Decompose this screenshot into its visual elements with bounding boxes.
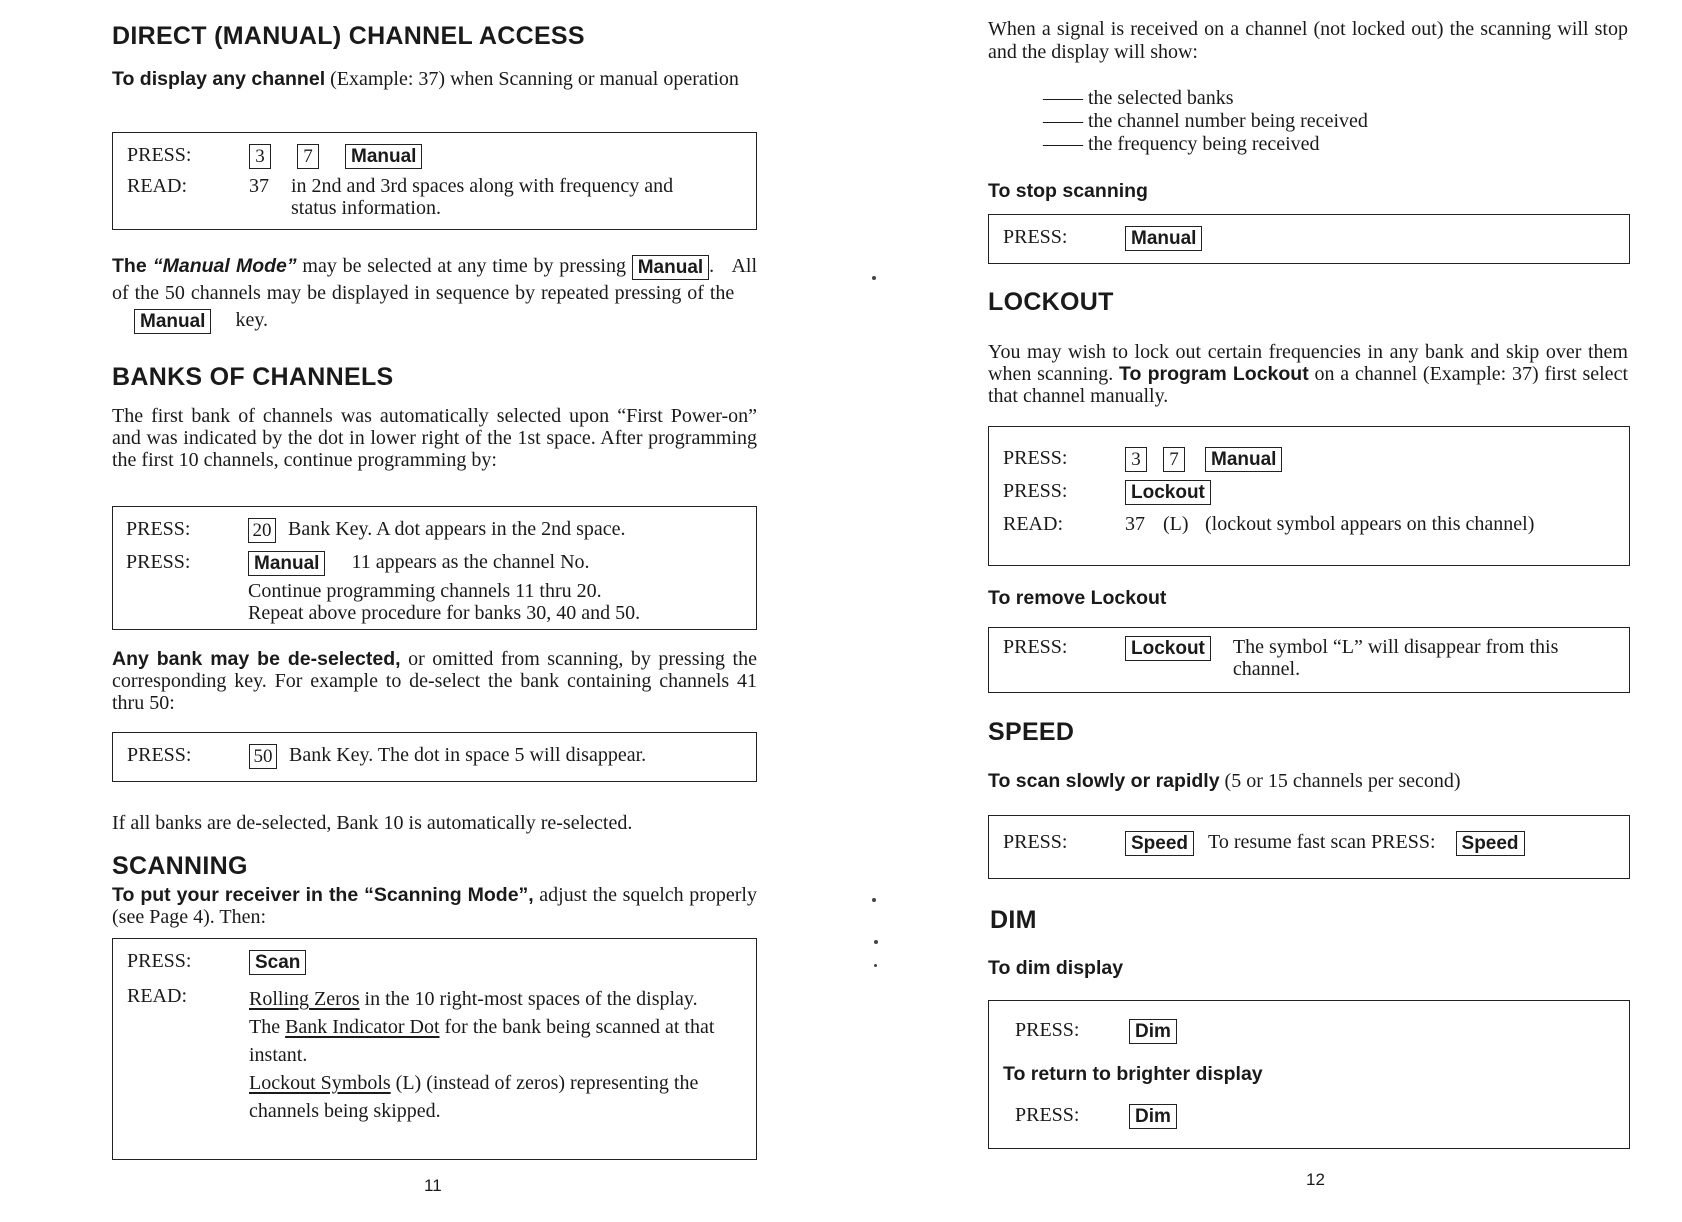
speed-box: PRESS: Speed To resume fast scan PRESS: Speed [988,815,1630,879]
page-number: 12 [1306,1170,1325,1189]
speed-key[interactable]: Speed [1125,831,1194,856]
key-20[interactable]: 20 [248,518,276,543]
read-row: READ: 37 in 2nd and 3rd spaces along with frequency and status information. [127,175,674,220]
lockout-key[interactable]: Lockout [1125,636,1211,661]
brighter-label: To return to brighter display [1003,1063,1263,1085]
deselect-paragraph: Any bank may be de-selected, or omitted from scanning, by pressing the corresponding key. For example to de-select the bank containing channels 41 thru 50: [112,648,757,714]
key-50[interactable]: 50 [249,744,277,769]
scanning-heading: SCANNING [112,852,248,880]
dim-key[interactable]: Dim [1129,1019,1177,1044]
remove-lockout-label: To remove Lockout [988,587,1167,609]
key-3[interactable]: 3 [249,144,271,169]
gutter-speck [874,940,878,944]
press-row-37: PRESS: 3 7 Manual [1003,447,1615,472]
dim-intro: To dim display [988,957,1124,979]
banks-heading: BANKS OF CHANNELS [112,363,394,391]
remove-lockout-box: PRESS: Lockout The symbol “L” will disappear from this channel. [988,627,1630,693]
list-item: —— the selected banks [1043,87,1234,109]
key-7[interactable]: 7 [297,144,319,169]
signal-list [1043,87,1368,156]
signal-intro: When a signal is received on a channel (not locked out) the scanning will stop and the display will show: [988,18,1628,63]
lockout-key[interactable]: Lockout [1125,480,1211,505]
scan-key[interactable]: Scan [249,950,306,975]
manual-key[interactable]: Manual [134,309,211,334]
gutter-speck [872,898,876,902]
press-row-scan: PRESS: Scan [127,950,742,975]
list-item: —— the channel number being received [1043,110,1368,132]
speed-key[interactable]: Speed [1456,831,1525,856]
direct-access-intro: To display any channel (Example: 37) when Scanning or manual operation [112,68,739,90]
dim-box [988,1000,1630,1149]
press-row-dim-2: PRESS: Dim [1015,1104,1615,1129]
deselect-box: PRESS: 50 Bank Key. The dot in space 5 will disappear. [112,732,757,782]
read-row-scan: READ: Rolling Zeros in the 10 right-most spaces of the display. The Bank Indicator Dot for the bank being scanned at that instant. Lockout Symbols (L) (instead of zeros) representing the channels being skipped. [127,985,715,1122]
manual-key[interactable]: Manual [1125,226,1202,251]
manual-mode-paragraph: The “Manual Mode” may be selected at any time by pressing Manual . All of the 50 channels may be displayed in sequence by repeated pressing of the Manual key. [112,255,758,332]
dim-heading: DIM [990,906,1037,934]
scanning-intro: To put your receiver in the “Scanning Mode”, adjust the squelch properly (see Page 4). Then: [112,884,757,928]
gutter-speck [874,964,877,967]
gutter-speck [872,276,876,280]
manual-key[interactable]: Manual [1205,447,1282,472]
press-row-20: PRESS: 20 Bank Key. A dot appears in the 2nd space. [126,518,626,541]
continue-text: Continue programming channels 11 thru 20. Repeat above procedure for banks 30, 40 and 50. [248,580,641,624]
banks-intro: The first bank of channels was automatically selected upon “First Power-on” and was indicated by the dot in lower right of the 1st space. After programming the first 10 channels, continue programming by: [112,405,757,471]
page-number: 11 [424,1176,442,1195]
list-item: —— the frequency being received [1043,133,1320,155]
scanning-box [112,938,757,1160]
lockout-box [988,426,1630,566]
banks-box [112,506,757,630]
manual-key[interactable]: Manual [345,144,422,169]
stop-scanning-label: To stop scanning [988,180,1148,202]
press-row-lockout: PRESS: Lockout [1003,480,1615,505]
speed-heading: SPEED [988,718,1075,746]
manual-key[interactable]: Manual [248,551,325,576]
key-3[interactable]: 3 [1125,447,1147,472]
read-row-lockout: READ: 37 (L) (lockout symbol appears on this channel) [1003,513,1535,535]
direct-access-heading: DIRECT (MANUAL) CHANNEL ACCESS [112,22,585,50]
direct-access-box [112,132,757,230]
press-row-dim: PRESS: Dim [1015,1019,1615,1044]
manual-key[interactable]: Manual [632,255,709,280]
press-row: PRESS: 3 7 Manual [127,144,742,169]
lockout-intro: You may wish to lock out certain frequencies in any bank and skip over them when scanning. To program Lockout on a channel (Example: 37) first select that channel manually. [988,341,1628,407]
lockout-heading: LOCKOUT [988,288,1114,316]
speed-intro: To scan slowly or rapidly (5 or 15 channels per second) [988,770,1461,792]
stop-box: PRESS: Manual [988,214,1630,264]
dim-key[interactable]: Dim [1129,1104,1177,1129]
press-row-manual: PRESS: Manual 11 appears as the channel No. Continue programming channels 11 thru 20. Repeat above procedure for banks 30, 40 and 50. [126,551,742,624]
key-7[interactable]: 7 [1163,447,1185,472]
all-deselected-note: If all banks are de-selected, Bank 10 is automatically re-selected. [112,812,633,834]
